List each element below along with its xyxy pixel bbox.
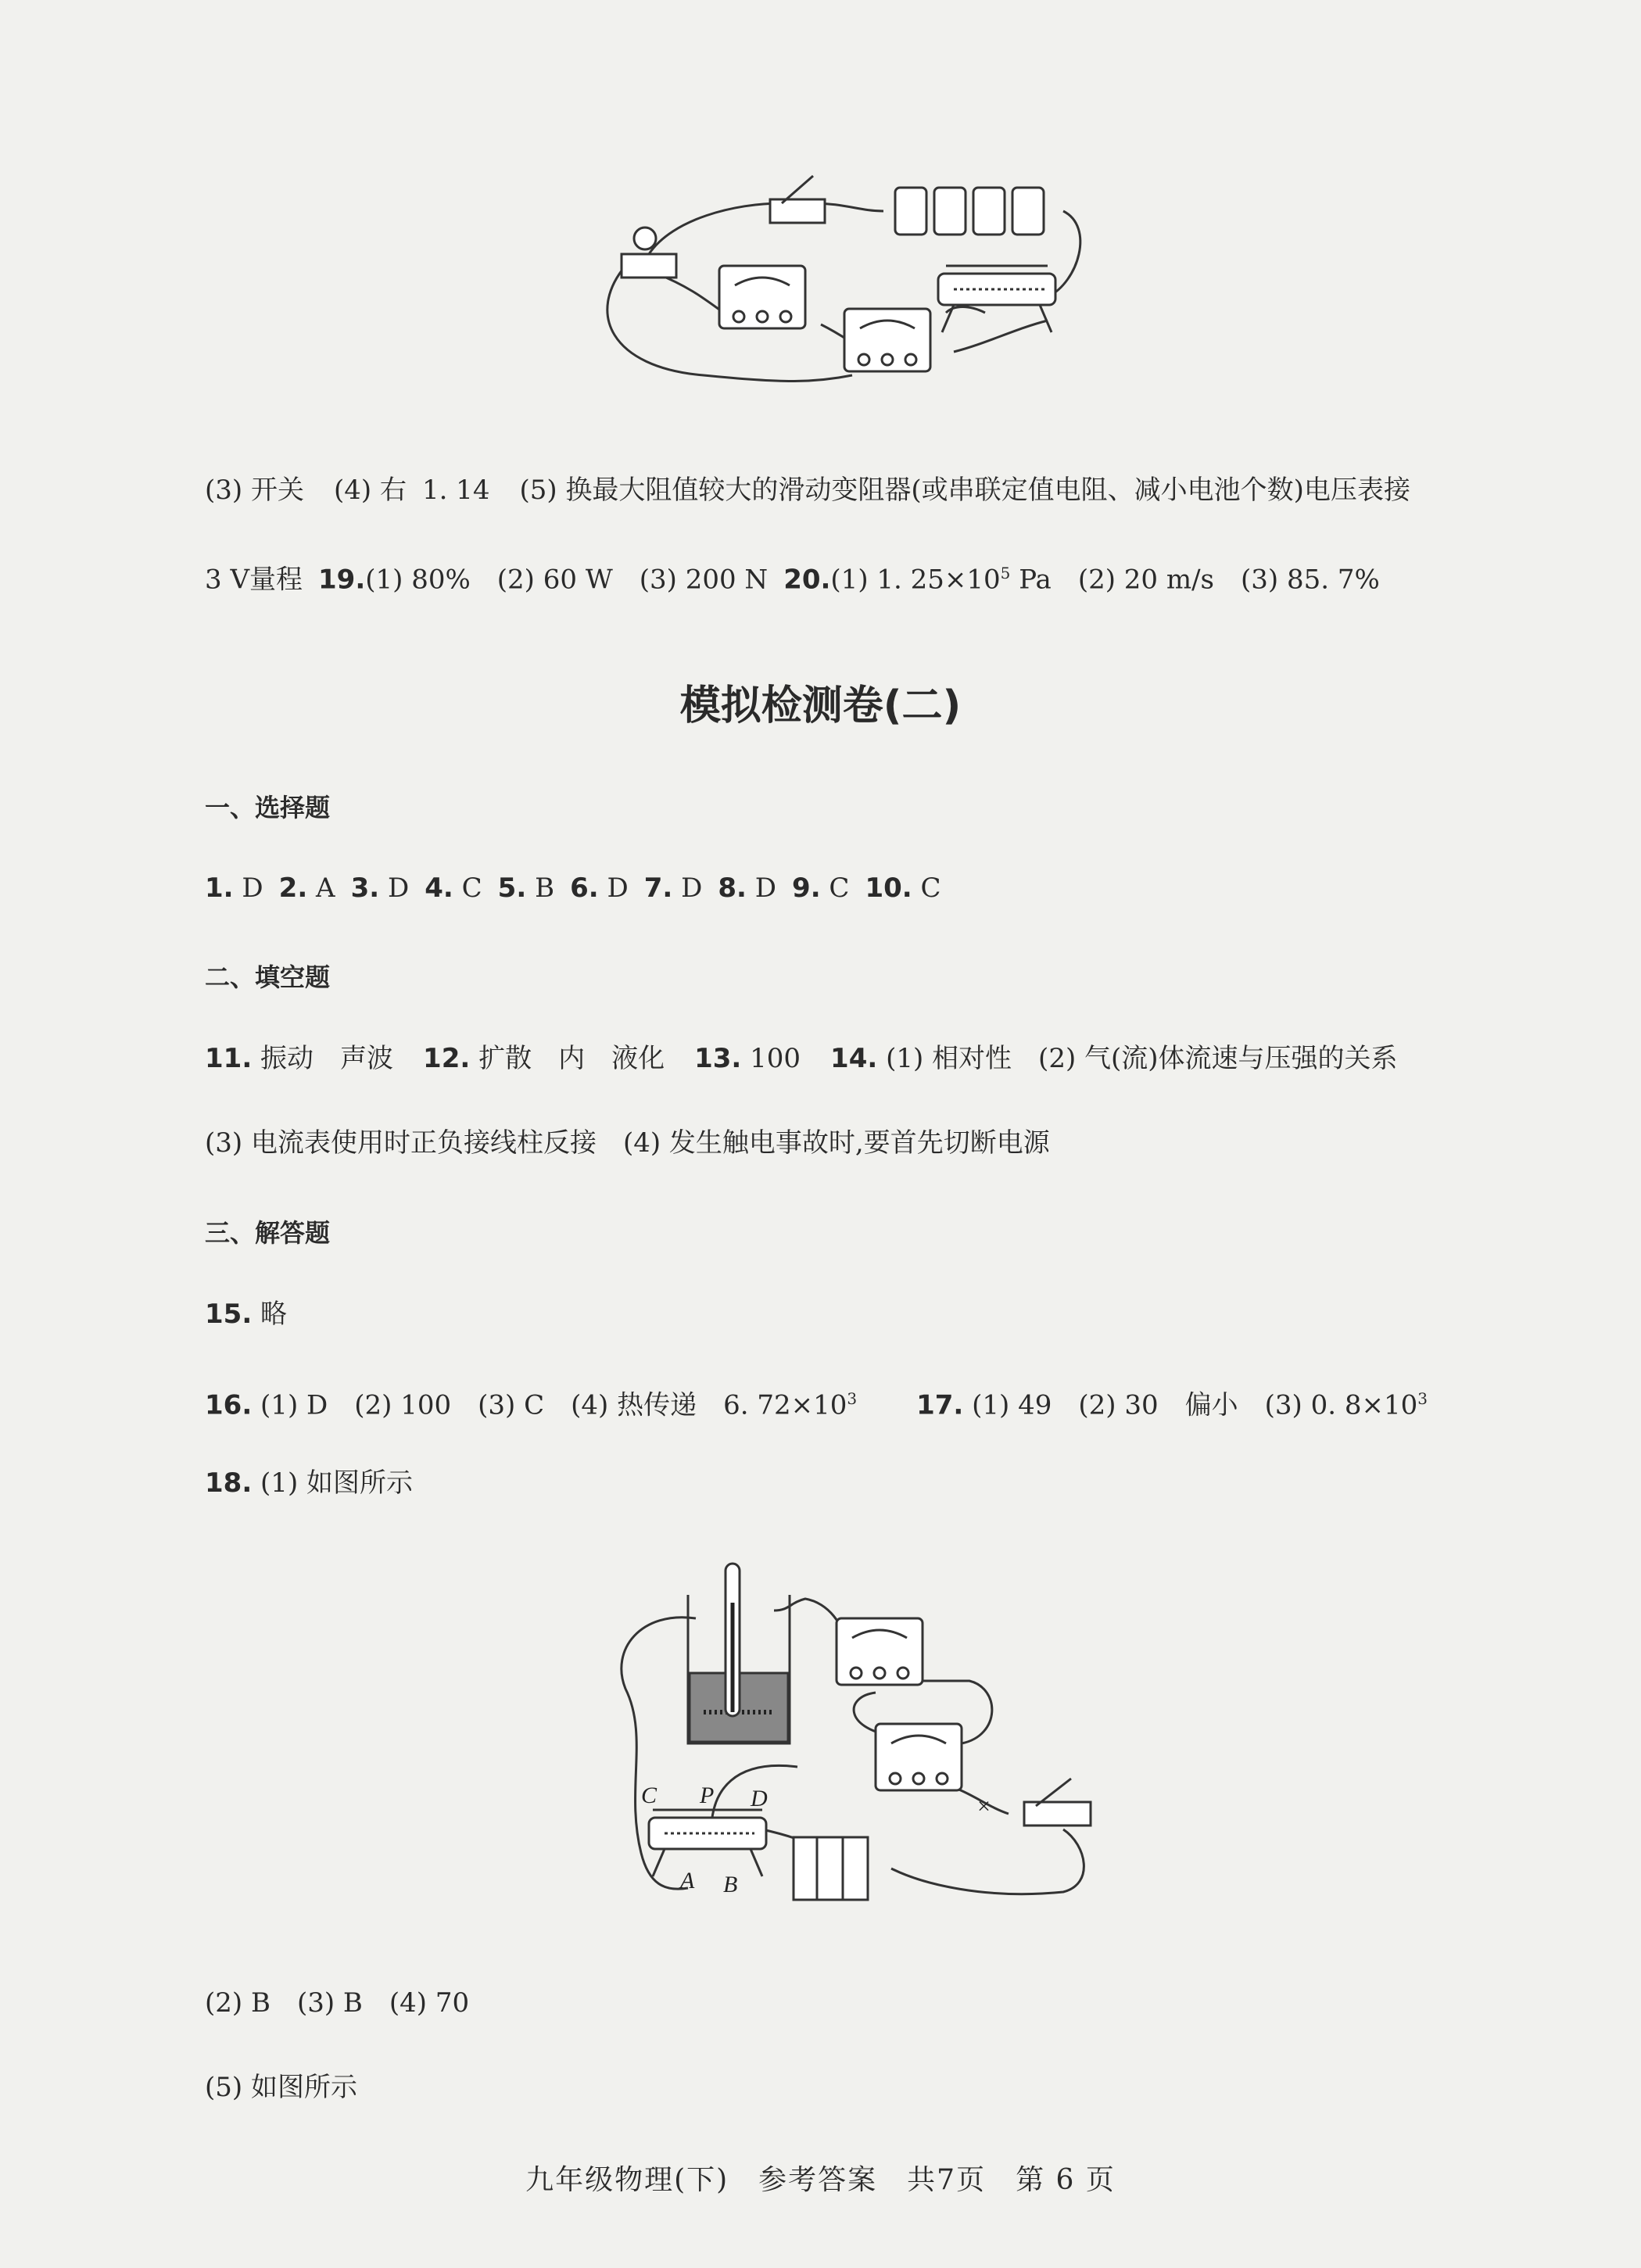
question-number: 7. xyxy=(643,872,673,904)
switch-icon xyxy=(1024,1779,1091,1826)
question-number: 19. xyxy=(318,564,366,596)
answer-text: (1) 相对性 (2) 气(流)体流速与压强的关系 xyxy=(886,1043,1398,1074)
choice-answer: D xyxy=(681,872,703,904)
answer-text: 3 V量程 xyxy=(205,564,303,596)
question-number: 12. xyxy=(423,1043,471,1074)
label-cross: × xyxy=(977,1793,991,1819)
choice-answer: A xyxy=(316,872,335,904)
page-title: 模拟检测卷(二) xyxy=(679,683,962,729)
answer-text: 100 xyxy=(750,1043,801,1074)
question-number: 17. xyxy=(916,1389,964,1421)
question-number: 4. xyxy=(425,872,453,904)
label-a: A xyxy=(680,1868,695,1894)
fill-answers-line-1 xyxy=(205,1041,1547,1076)
answer-text: Pa (2) 20 m/s (3) 85. 7% xyxy=(1010,564,1380,596)
question-number: 20. xyxy=(783,564,831,596)
thermometer-icon xyxy=(726,1564,740,1716)
switch-icon xyxy=(770,176,825,223)
section-heading: 二、填空题 xyxy=(205,962,331,992)
question-number: 3. xyxy=(350,872,380,904)
battery-icon xyxy=(895,188,1044,235)
exponent: 3 xyxy=(847,1389,858,1408)
question-number: 5. xyxy=(497,872,527,904)
circuit-figure-2 xyxy=(594,1556,1102,1915)
choice-answer: C xyxy=(829,872,850,904)
exponent: 5 xyxy=(1000,564,1011,582)
voltmeter-icon xyxy=(719,266,805,328)
answer-text: (5) 换最大阻值较大的滑动变阻器(或串联定值电阻、减小电池个数)电压表接 xyxy=(519,475,1410,506)
rheostat-icon xyxy=(649,1810,766,1876)
label-p: P xyxy=(700,1783,715,1808)
answer-text: (1) 80% (2) 60 W (3) 200 N xyxy=(365,564,769,596)
answer-18-5: (5) 如图所示 xyxy=(205,2072,357,2103)
section-heading: 一、选择题 xyxy=(205,793,331,822)
choice-answers xyxy=(205,871,1547,905)
question-number: 8. xyxy=(718,872,747,904)
question-number: 14. xyxy=(830,1043,878,1074)
answer-text: (3) 开关 xyxy=(205,475,304,506)
exponent: 3 xyxy=(1417,1389,1428,1408)
circuit-figure-1 xyxy=(579,156,1110,391)
section-heading: 三、解答题 xyxy=(205,1218,331,1248)
choice-answer: D xyxy=(607,872,629,904)
answer-text: 振动 声波 xyxy=(260,1043,394,1074)
choice-answer: D xyxy=(242,872,263,904)
ammeter-icon xyxy=(876,1724,962,1790)
question-number: 15. xyxy=(205,1299,253,1330)
label-c: C xyxy=(641,1783,657,1808)
answer-text: 扩散 内 液化 xyxy=(478,1043,665,1074)
answer-line-1 xyxy=(205,473,1547,507)
choice-answer: D xyxy=(754,872,777,904)
question-number: 1. xyxy=(205,872,234,904)
battery-icon xyxy=(794,1837,868,1900)
question-number: 11. xyxy=(205,1043,253,1074)
question-number: 18. xyxy=(205,1467,253,1499)
answer-15 xyxy=(205,1297,1547,1331)
page-footer: 九年级物理(下) 参考答案 共7页 第 6 页 xyxy=(525,2164,1116,2196)
answer-text: 1. 14 xyxy=(421,475,490,506)
question-number: 2. xyxy=(278,872,308,904)
choice-answer: C xyxy=(461,872,482,904)
choice-answer: C xyxy=(920,872,941,904)
answer-18 xyxy=(205,1466,1547,1500)
choice-answer: D xyxy=(388,872,410,904)
ammeter-icon xyxy=(844,309,930,371)
label-d: D xyxy=(751,1786,768,1811)
answer-text: (1) D (2) 100 (3) C (4) 热传递 6. 72×10 xyxy=(260,1389,847,1421)
question-number: 6. xyxy=(570,872,599,904)
label-b: B xyxy=(723,1872,738,1897)
answer-18-rest: (2) B (3) B (4) 70 xyxy=(205,1987,470,2019)
question-number: 10. xyxy=(865,872,912,904)
fill-answers-line-2: (3) 电流表使用时正负接线柱反接 (4) 发生触电事故时,要首先切断电源 xyxy=(205,1127,1050,1159)
question-number: 13. xyxy=(694,1043,742,1074)
question-number: 16. xyxy=(205,1389,253,1421)
answer-text: (1) 1. 25×10 xyxy=(830,564,1001,596)
answer-text: 略 xyxy=(260,1299,288,1330)
answer-16-17 xyxy=(205,1381,1547,1422)
answer-text: (1) 如图所示 xyxy=(260,1467,414,1499)
answer-line-2 xyxy=(205,556,1547,597)
question-number: 9. xyxy=(792,872,821,904)
choice-answer: B xyxy=(535,872,555,904)
answer-text: (4) 右 xyxy=(333,475,407,506)
voltmeter-icon xyxy=(837,1618,923,1685)
answer-text: (1) 49 (2) 30 偏小 (3) 0. 8×10 xyxy=(972,1389,1418,1421)
